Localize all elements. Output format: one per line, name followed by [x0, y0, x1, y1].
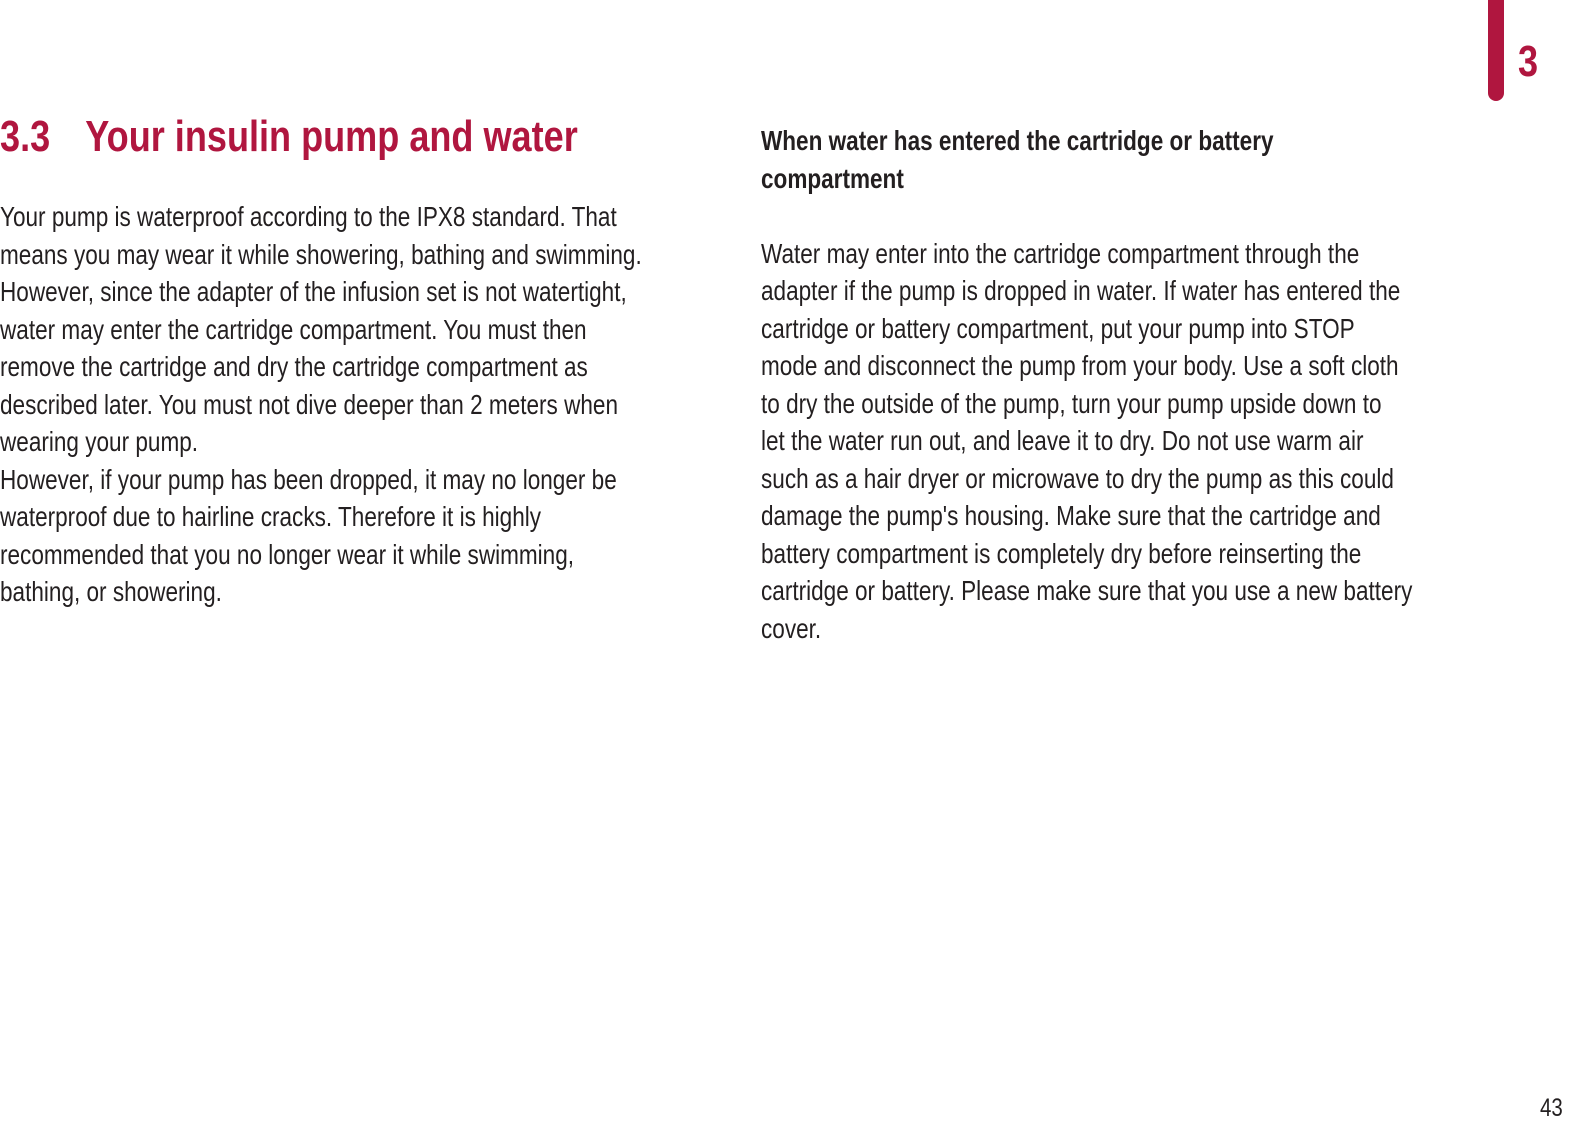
body-line: remove the cartridge and dry the cartridge compartment as: [0, 351, 588, 382]
left-column-text: [0, 198, 642, 611]
body-line: means you may wear it while showering, bathing and swimming.: [0, 238, 642, 270]
body-line: bathing, or showering.: [0, 576, 222, 607]
body-line: Water may enter into the cartridge compartment through the: [761, 237, 1360, 269]
subheading-line: compartment: [761, 162, 904, 194]
right-column-text: [761, 122, 1412, 647]
body-line: damage the pump's housing. Make sure that the cartridge and: [761, 500, 1381, 531]
body-line: wearing your pump.: [0, 426, 199, 457]
chapter-tab-bar: [1488, 0, 1504, 101]
body-line: battery compartment is completely dry before reinserting the: [761, 537, 1362, 569]
subheading-line: When water has entered the cartridge or battery: [761, 125, 1274, 156]
body-line: such as a hair dryer or microwave to dry the pump as this could: [761, 462, 1394, 494]
section-heading: [0, 112, 578, 162]
chapter-number: 3: [1518, 37, 1539, 86]
subsection-heading: [761, 122, 1412, 197]
body-line: water may enter the cartridge compartment. You must then: [0, 313, 587, 345]
body-line: described later. You must not dive deeper than 2 meters when: [0, 388, 619, 420]
section-title: Your insulin pump and water: [85, 112, 578, 161]
page-number: 43: [1540, 1094, 1563, 1122]
body-line: However, since the adapter of the infusion set is not watertight,: [0, 276, 627, 307]
body-line: However, if your pump has been dropped, it may no longer be: [0, 463, 617, 495]
body-line: Your pump is waterproof according to the IPX8 standard. That: [0, 201, 617, 232]
body-line: to dry the outside of the pump, turn your pump upside down to: [761, 387, 1382, 419]
body-line: waterproof due to hairline cracks. Therefore it is highly: [0, 501, 542, 532]
body-line: cartridge or battery. Please make sure that you use a new battery: [761, 575, 1413, 606]
body-line: mode and disconnect the pump from your body. Use a soft cloth: [761, 350, 1399, 381]
body-line: adapter if the pump is dropped in water. If water has entered the: [761, 275, 1401, 306]
body-line: cover.: [761, 612, 822, 644]
body-line: let the water run out, and leave it to dry. Do not use warm air: [761, 425, 1364, 456]
body-line: cartridge or battery compartment, put your pump into STOP: [761, 312, 1355, 344]
section-number: 3.3: [0, 112, 51, 161]
body-line: recommended that you no longer wear it while swimming,: [0, 538, 575, 570]
